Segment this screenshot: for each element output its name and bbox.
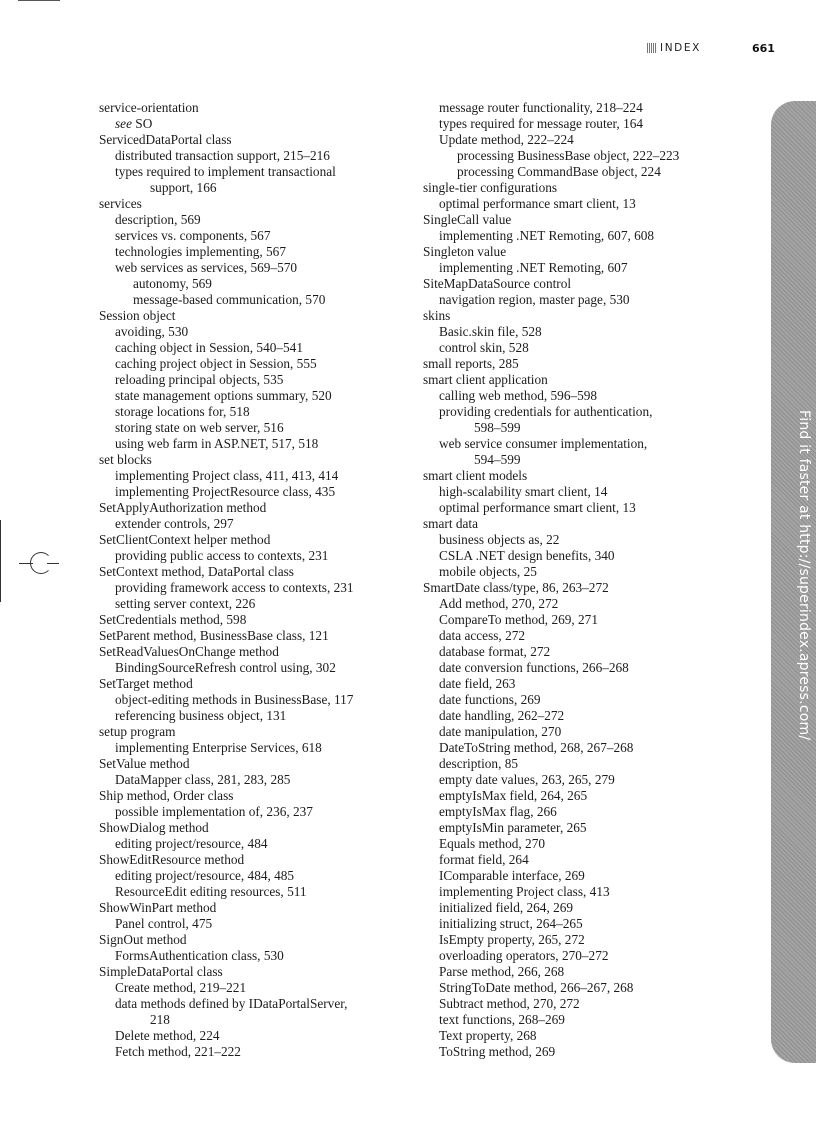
index-subentry: see SO	[115, 116, 153, 131]
index-subentry: IsEmpty property, 265, 272	[439, 932, 585, 947]
index-subentry: optimal performance smart client, 13	[439, 500, 636, 515]
index-subentry: editing project/resource, 484, 485	[115, 868, 295, 883]
index-entry: SetCredentials method, 598	[99, 612, 247, 627]
index-subentry: ToString method, 269	[439, 1044, 556, 1059]
index-subentry: message router functionality, 218–224	[439, 100, 643, 115]
index-entry: smart client models	[423, 468, 528, 483]
index-subentry: emptyIsMax flag, 266	[439, 804, 557, 819]
index-subentry: date functions, 269	[439, 692, 541, 707]
index-subentry: processing CommandBase object, 224	[457, 164, 661, 179]
index-entry: smart data	[423, 516, 479, 531]
index-subentry: implementing Enterprise Services, 618	[115, 740, 322, 755]
registration-mark-line	[47, 563, 59, 564]
index-entry: SignOut method	[99, 932, 187, 947]
index-subentry: caching object in Session, 540–541	[115, 340, 303, 355]
index-entry: small reports, 285	[423, 356, 519, 371]
index-entry: ShowDialog method	[99, 820, 209, 835]
index-subentry: description, 569	[115, 212, 201, 227]
index-subentry: Panel control, 475	[115, 916, 213, 931]
index-subentry: implementing Project class, 413	[439, 884, 610, 899]
index-subentry: CSLA .NET design benefits, 340	[439, 548, 615, 563]
index-subentry: overloading operators, 270–272	[439, 948, 609, 963]
index-subentry: initialized field, 264, 269	[439, 900, 574, 915]
index-subentry: FormsAuthentication class, 530	[115, 948, 284, 963]
index-entry: SetClientContext helper method	[99, 532, 271, 547]
index-subentry: referencing business object, 131	[115, 708, 287, 723]
index-subentry: support, 166	[150, 180, 217, 195]
index-subentry: web services as services, 569–570	[115, 260, 298, 275]
index-subentry: implementing .NET Remoting, 607, 608	[439, 228, 655, 243]
index-subentry: avoiding, 530	[115, 324, 189, 339]
index-subentry: date manipulation, 270	[439, 724, 562, 739]
index-entry: SetTarget method	[99, 676, 193, 691]
index-subentry: storing state on web server, 516	[115, 420, 284, 435]
index-subentry: 218	[150, 1012, 170, 1027]
index-subentry: message-based communication, 570	[133, 292, 326, 307]
index-subentry: optimal performance smart client, 13	[439, 196, 636, 211]
index-subentry: text functions, 268–269	[439, 1012, 565, 1027]
index-subentry: services vs. components, 567	[115, 228, 271, 243]
index-subentry: CompareTo method, 269, 271	[439, 612, 598, 627]
index-entry: SetValue method	[99, 756, 190, 771]
index-subentry: control skin, 528	[439, 340, 529, 355]
index-subentry: caching project object in Session, 555	[115, 356, 317, 371]
index-subentry: description, 85	[439, 756, 519, 771]
index-subentry: web service consumer implementation,	[439, 436, 648, 451]
index-entry: Singleton value	[423, 244, 507, 259]
index-subentry: DataMapper class, 281, 283, 285	[115, 772, 291, 787]
crop-mark-left	[0, 520, 1, 602]
index-subentry: providing public access to contexts, 231	[115, 548, 329, 563]
index-column-right	[423, 100, 743, 1060]
crop-mark-top	[18, 0, 60, 1]
index-subentry: autonomy, 569	[133, 276, 212, 291]
index-subentry: ResourceEdit editing resources, 511	[115, 884, 307, 899]
index-subentry: BindingSourceRefresh control using, 302	[115, 660, 336, 675]
index-subentry: business objects as, 22	[439, 532, 560, 547]
running-header-label: INDEX	[660, 42, 701, 54]
index-entry: ShowEditResource method	[99, 852, 245, 867]
index-subentry: providing framework access to contexts, 231	[115, 580, 354, 595]
index-entry: Session object	[99, 308, 176, 323]
index-entry: SetContext method, DataPortal class	[99, 564, 294, 579]
index-subentry: Delete method, 224	[115, 1028, 220, 1043]
index-subentry: types required to implement transactional	[115, 164, 336, 179]
index-subentry: IComparable interface, 269	[439, 868, 585, 883]
index-subentry: navigation region, master page, 530	[439, 292, 630, 307]
index-subentry: state management options summary, 520	[115, 388, 332, 403]
index-subentry: DateToString method, 268, 267–268	[439, 740, 634, 755]
index-subentry: object-editing methods in BusinessBase, 117	[115, 692, 354, 707]
index-subentry: Update method, 222–224	[439, 132, 574, 147]
index-subentry: types required for message router, 164	[439, 116, 644, 131]
index-entry: skins	[423, 308, 451, 323]
index-subentry: high-scalability smart client, 14	[439, 484, 608, 499]
index-subentry: reloading principal objects, 535	[115, 372, 284, 387]
index-subentry: possible implementation of, 236, 237	[115, 804, 313, 819]
index-subentry: date conversion functions, 266–268	[439, 660, 629, 675]
index-entry: Ship method, Order class	[99, 788, 234, 803]
index-subentry: extender controls, 297	[115, 516, 234, 531]
index-entry: SingleCall value	[423, 212, 512, 227]
index-subentry: emptyIsMin parameter, 265	[439, 820, 587, 835]
index-subentry: database format, 272	[439, 644, 551, 659]
index-entry: SetApplyAuthorization method	[99, 500, 267, 515]
index-subentry: date field, 263	[439, 676, 516, 691]
index-subentry: Subtract method, 270, 272	[439, 996, 580, 1011]
index-subentry: Parse method, 266, 268	[439, 964, 565, 979]
index-entry: setup program	[99, 724, 176, 739]
header-ornament	[647, 43, 656, 53]
index-subentry: StringToDate method, 266–267, 268	[439, 980, 634, 995]
index-subentry: Fetch method, 221–222	[115, 1044, 241, 1059]
index-subentry: date handling, 262–272	[439, 708, 565, 723]
index-subentry: processing BusinessBase object, 222–223	[457, 148, 680, 163]
index-subentry: data methods defined by IDataPortalServer,	[115, 996, 348, 1011]
index-subentry: calling web method, 596–598	[439, 388, 598, 403]
index-subentry: technologies implementing, 567	[115, 244, 286, 259]
index-subentry: Create method, 219–221	[115, 980, 247, 995]
index-subentry: data access, 272	[439, 628, 526, 643]
index-subentry: distributed transaction support, 215–216	[115, 148, 330, 163]
index-entry: SiteMapDataSource control	[423, 276, 572, 291]
index-entry: service-orientation	[99, 100, 199, 115]
index-entry: SmartDate class/type, 86, 263–272	[423, 580, 609, 595]
index-subentry: implementing .NET Remoting, 607	[439, 260, 628, 275]
index-entry: set blocks	[99, 452, 152, 467]
index-entry: ServicedDataPortal class	[99, 132, 232, 147]
index-subentry: mobile objects, 25	[439, 564, 537, 579]
index-subentry: 594–599	[474, 452, 521, 467]
index-entry: services	[99, 196, 142, 211]
index-subentry: Equals method, 270	[439, 836, 545, 851]
index-subentry: using web farm in ASP.NET, 517, 518	[115, 436, 319, 451]
index-entry: ShowWinPart method	[99, 900, 217, 915]
page-number: 661	[752, 42, 775, 55]
index-subentry: editing project/resource, 484	[115, 836, 268, 851]
index-subentry: Add method, 270, 272	[439, 596, 559, 611]
thumb-tab-text: Find it faster at http://superindex.apress.com/	[796, 410, 812, 741]
index-subentry: implementing Project class, 411, 413, 414	[115, 468, 339, 483]
index-entry: single-tier configurations	[423, 180, 558, 195]
index-subentry: emptyIsMax field, 264, 265	[439, 788, 588, 803]
index-subentry: providing credentials for authentication,	[439, 404, 653, 419]
index-subentry: implementing ProjectResource class, 435	[115, 484, 336, 499]
index-subentry: 598–599	[474, 420, 521, 435]
index-entry: SimpleDataPortal class	[99, 964, 223, 979]
registration-mark-line	[19, 563, 33, 564]
index-column-left	[99, 100, 399, 1060]
index-subentry: storage locations for, 518	[115, 404, 250, 419]
index-subentry: Text property, 268	[439, 1028, 537, 1043]
index-subentry: Basic.skin file, 528	[439, 324, 542, 339]
index-entry: SetReadValuesOnChange method	[99, 644, 279, 659]
index-entry: SetParent method, BusinessBase class, 121	[99, 628, 329, 643]
index-subentry: setting server context, 226	[115, 596, 256, 611]
index-subentry: format field, 264	[439, 852, 529, 867]
index-subentry: empty date values, 263, 265, 279	[439, 772, 615, 787]
index-entry: smart client application	[423, 372, 548, 387]
index-subentry: initializing struct, 264–265	[439, 916, 583, 931]
